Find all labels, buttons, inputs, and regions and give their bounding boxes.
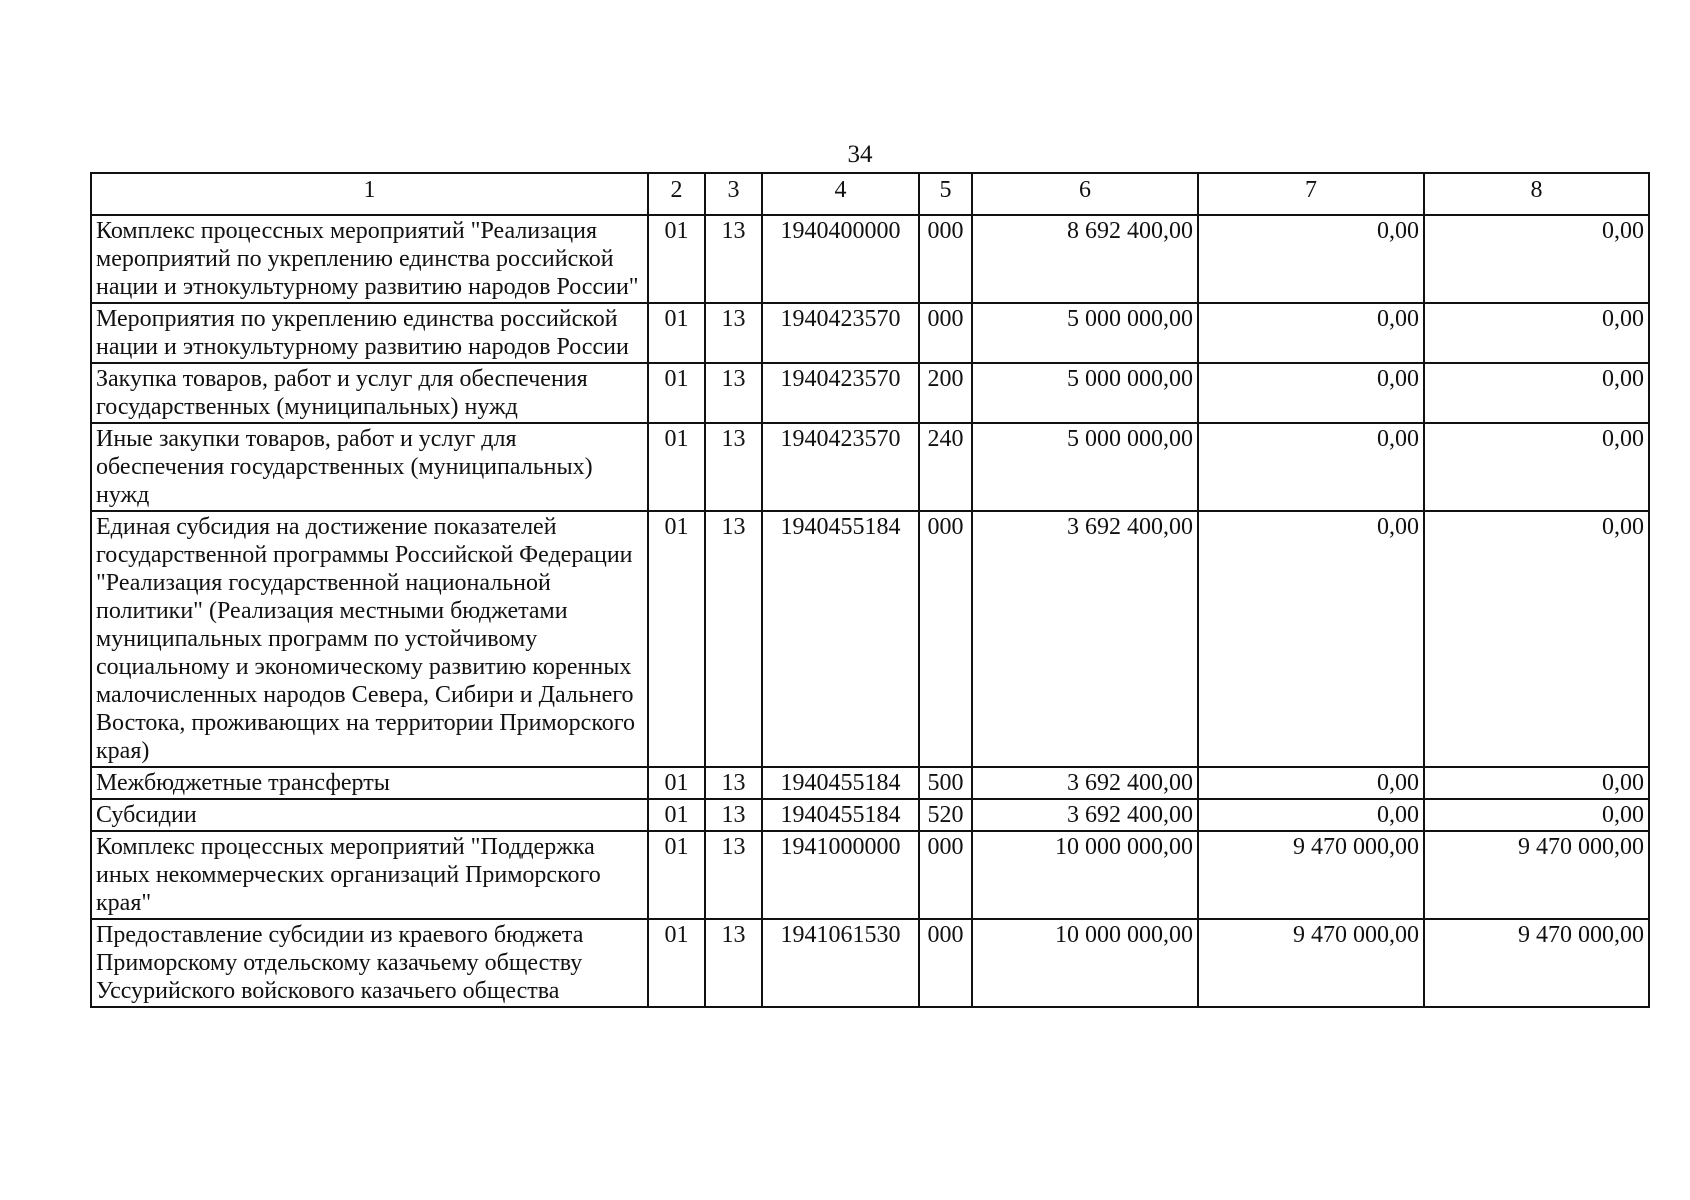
section-code: 01 [648,215,705,303]
amount-col6: 5 000 000,00 [972,423,1198,511]
amount-col7: 0,00 [1198,215,1424,303]
amount-col8: 9 470 000,00 [1424,919,1649,1007]
row-name: Комплекс процессных мероприятий "Реализация мероприятий по укреплению единства российской нации и этнокультурному развитию народов России" [91,215,648,303]
amount-col6: 5 000 000,00 [972,363,1198,423]
expense-type-code: 000 [919,215,972,303]
target-article-code: 1940455184 [762,799,919,831]
target-article-code: 1941061530 [762,919,919,1007]
column-header: 5 [919,173,972,215]
column-header: 4 [762,173,919,215]
expense-type-code: 000 [919,303,972,363]
table-row [91,767,1649,799]
row-name: Межбюджетные трансферты [91,767,648,799]
amount-col8: 0,00 [1424,363,1649,423]
amount-col7: 0,00 [1198,423,1424,511]
section-code: 01 [648,767,705,799]
section-code: 01 [648,303,705,363]
row-name: Единая субсидия на достижение показателей государственной программы Российской Федерации "Реализация государственной национальной политики" (Реализация местными бюджетами муниципальных программ по устойчивому социальному и экономическому развитию коренных малочисленных народов Севера, Сибири и Дальнего Востока, проживающих на территории Приморского края) [91,511,648,767]
column-header: 7 [1198,173,1424,215]
expense-type-code: 500 [919,767,972,799]
column-header: 1 [91,173,648,215]
section-code: 01 [648,919,705,1007]
table-row [91,511,1649,767]
row-name: Закупка товаров, работ и услуг для обеспечения государственных (муниципальных) нужд [91,363,648,423]
subsection-code: 13 [705,831,762,919]
expense-type-code: 240 [919,423,972,511]
subsection-code: 13 [705,363,762,423]
row-name: Комплекс процессных мероприятий "Поддержка иных некоммерческих организаций Приморского края" [91,831,648,919]
amount-col8: 0,00 [1424,511,1649,767]
section-code: 01 [648,831,705,919]
column-header: 2 [648,173,705,215]
amount-col7: 0,00 [1198,303,1424,363]
amount-col7: 9 470 000,00 [1198,919,1424,1007]
table-row [91,919,1649,1007]
row-name: Мероприятия по укреплению единства российской нации и этнокультурному развитию народов России [91,303,648,363]
subsection-code: 13 [705,423,762,511]
amount-col6: 5 000 000,00 [972,303,1198,363]
row-name: Иные закупки товаров, работ и услуг для обеспечения государственных (муниципальных) нужд [91,423,648,511]
amount-col6: 10 000 000,00 [972,831,1198,919]
amount-col7: 0,00 [1198,363,1424,423]
table-row [91,831,1649,919]
amount-col8: 0,00 [1424,423,1649,511]
row-name: Предоставление субсидии из краевого бюджета Приморскому отдельскому казачьему обществу Уссурийского войскового казачьего общества [91,919,648,1007]
amount-col7: 9 470 000,00 [1198,831,1424,919]
table-row [91,303,1649,363]
column-header: 3 [705,173,762,215]
target-article-code: 1940455184 [762,511,919,767]
subsection-code: 13 [705,919,762,1007]
budget-table [90,172,1650,1008]
amount-col7: 0,00 [1198,511,1424,767]
amount-col6: 8 692 400,00 [972,215,1198,303]
amount-col8: 0,00 [1424,215,1649,303]
expense-type-code: 000 [919,511,972,767]
header-row [91,173,1649,215]
expense-type-code: 000 [919,831,972,919]
page-number: 34 [847,141,873,168]
column-header: 8 [1424,173,1649,215]
amount-col6: 3 692 400,00 [972,767,1198,799]
subsection-code: 13 [705,303,762,363]
expense-type-code: 000 [919,919,972,1007]
amount-col8: 0,00 [1424,767,1649,799]
amount-col6: 10 000 000,00 [972,919,1198,1007]
table-row [91,423,1649,511]
subsection-code: 13 [705,767,762,799]
table-row [91,799,1649,831]
amount-col8: 9 470 000,00 [1424,831,1649,919]
amount-col8: 0,00 [1424,303,1649,363]
amount-col8: 0,00 [1424,799,1649,831]
section-code: 01 [648,511,705,767]
row-name: Субсидии [91,799,648,831]
amount-col7: 0,00 [1198,767,1424,799]
target-article-code: 1941000000 [762,831,919,919]
subsection-code: 13 [705,215,762,303]
table-row [91,215,1649,303]
target-article-code: 1940423570 [762,423,919,511]
section-code: 01 [648,799,705,831]
expense-type-code: 200 [919,363,972,423]
target-article-code: 1940423570 [762,303,919,363]
amount-col7: 0,00 [1198,799,1424,831]
target-article-code: 1940423570 [762,363,919,423]
expense-type-code: 520 [919,799,972,831]
subsection-code: 13 [705,799,762,831]
target-article-code: 1940400000 [762,215,919,303]
column-header: 6 [972,173,1198,215]
amount-col6: 3 692 400,00 [972,511,1198,767]
amount-col6: 3 692 400,00 [972,799,1198,831]
subsection-code: 13 [705,511,762,767]
target-article-code: 1940455184 [762,767,919,799]
section-code: 01 [648,363,705,423]
table-row [91,363,1649,423]
section-code: 01 [648,423,705,511]
